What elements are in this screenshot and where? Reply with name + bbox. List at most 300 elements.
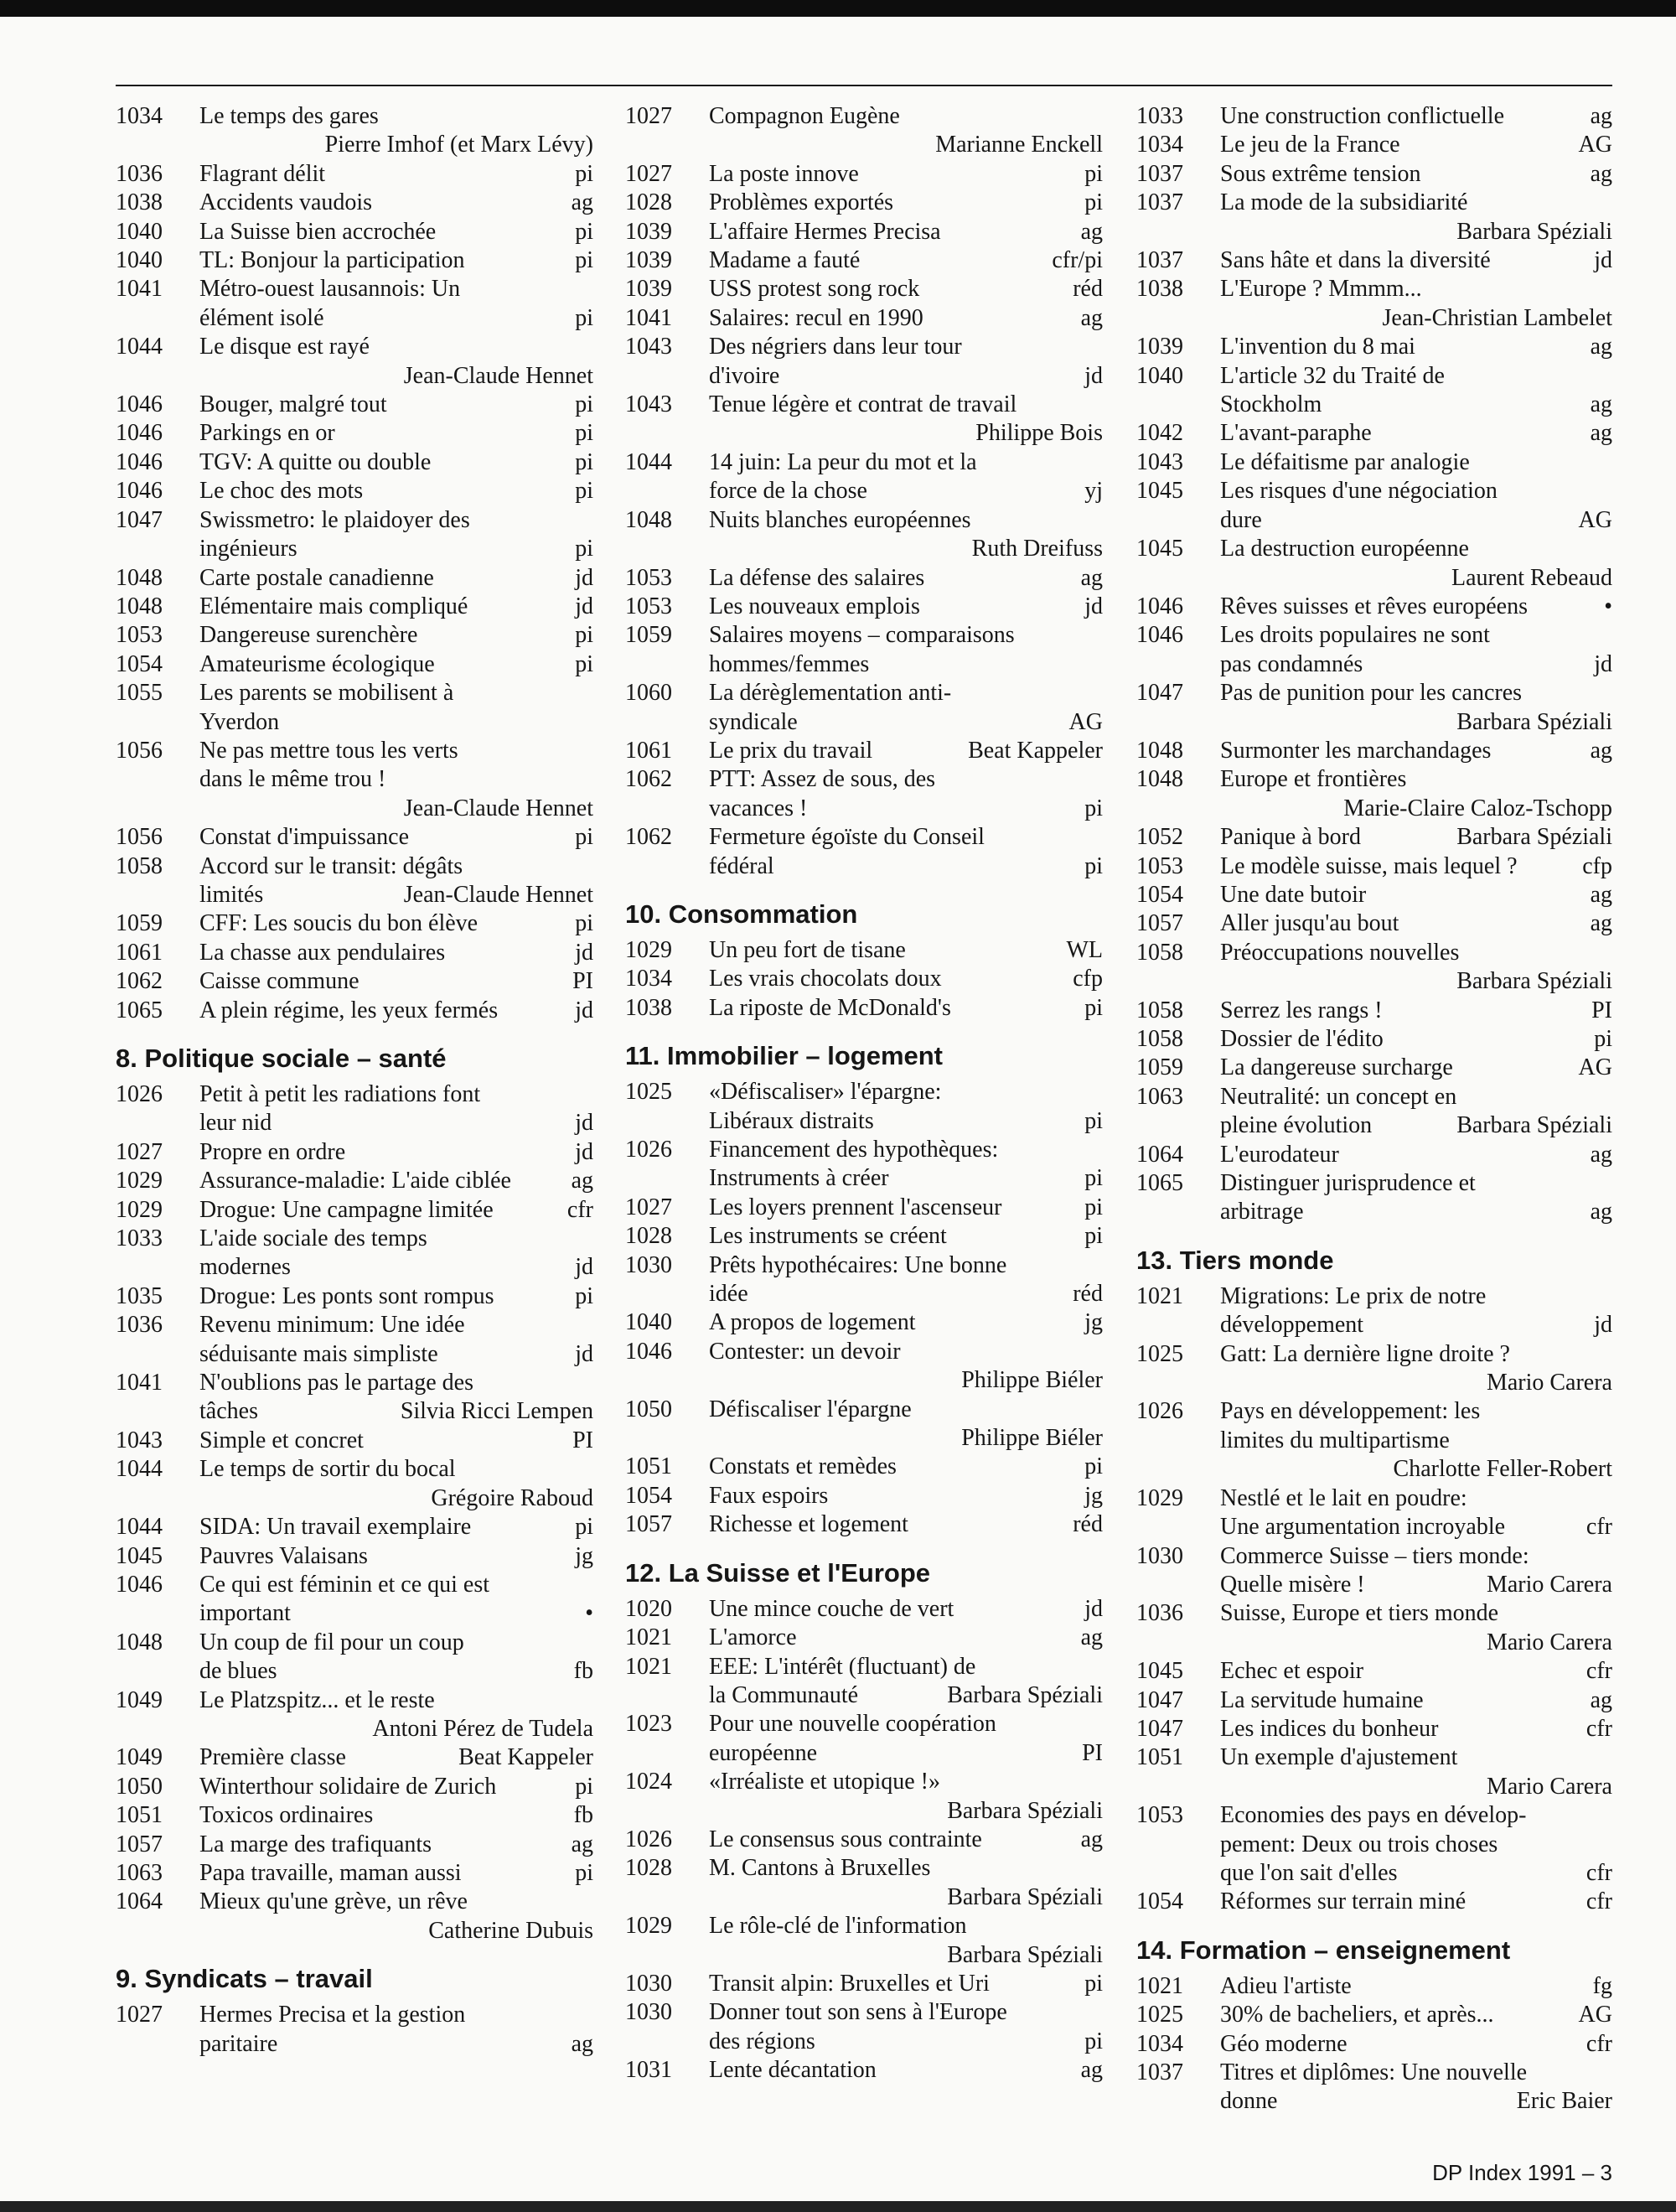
article-title: des régions: [709, 2028, 815, 2054]
issue-number: 1047: [1136, 1715, 1183, 1742]
issue-number: 1028: [625, 1855, 672, 1882]
entry-content: [1220, 1599, 1612, 1657]
entry-line: [1220, 1743, 1612, 1772]
entry-line: [1220, 275, 1612, 303]
index-entry: [625, 1912, 1103, 1970]
article-title: L'invention du 8 mai: [1220, 334, 1415, 360]
index-entry: [116, 1369, 593, 1427]
entry-line: [709, 246, 1103, 275]
entry-line: [1220, 1513, 1612, 1541]
entry-content: [709, 564, 1103, 593]
author-credit: réd: [1073, 1281, 1103, 1308]
entry-content: [199, 1542, 593, 1571]
index-entry: [1136, 939, 1612, 997]
author-credit: ag: [1080, 218, 1103, 245]
author-credit: pi: [575, 536, 593, 562]
author-credit: pi: [1084, 2028, 1103, 2054]
index-entry: [625, 1510, 1103, 1539]
article-title: pas condamnés: [1220, 650, 1363, 677]
index-entry: [116, 1629, 593, 1686]
article-title: Contester: un devoir: [709, 1338, 901, 1365]
entry-line: [199, 1455, 593, 1484]
article-title: modernes: [199, 1254, 291, 1281]
issue-number: 1034: [116, 103, 163, 129]
article-title: européenne: [709, 1739, 818, 1766]
entry-content: [709, 1194, 1103, 1222]
article-title: Adieu l'artiste: [1220, 1972, 1352, 1999]
entry-line: [709, 1136, 1103, 1164]
index-entry: [625, 160, 1103, 189]
author-credit: pi: [575, 247, 593, 274]
issue-number: 1063: [116, 1859, 163, 1886]
issue-number: 1034: [1136, 132, 1183, 158]
entry-line: [1220, 189, 1612, 217]
entry-content: [709, 765, 1103, 823]
issue-number: 1036: [116, 160, 163, 187]
issue-number: 1048: [116, 564, 163, 591]
issue-number: 1044: [625, 448, 672, 475]
index-entry: [625, 448, 1103, 506]
entry-line: [199, 477, 593, 505]
entry-line: [199, 246, 593, 275]
article-title: Simple et concret: [199, 1427, 364, 1453]
entry-content: [709, 1710, 1103, 1768]
section-heading: 13. Tiers monde: [1136, 1245, 1334, 1275]
entry-line: [1220, 419, 1612, 448]
entry-content: [199, 1080, 593, 1138]
entry-content: [199, 1282, 593, 1311]
article-title: Préoccupations nouvelles: [1220, 939, 1460, 966]
entry-line: [1220, 1571, 1612, 1599]
article-title: Prêts hypothécaires: Une bonne: [709, 1251, 1007, 1278]
author-credit: jd: [1594, 247, 1612, 274]
entry-content: [199, 333, 593, 391]
entry-content: [1220, 1972, 1612, 2001]
issue-number: 1028: [625, 1223, 672, 1250]
entry-line: [709, 1396, 1103, 1424]
author-byline: Mario Carera: [1486, 1629, 1612, 1655]
entry-content: [199, 2001, 593, 2059]
entry-line: [1220, 2001, 1612, 2029]
entry-content: [1220, 160, 1612, 189]
author-credit: ag: [1080, 564, 1103, 591]
entry-line: [199, 1773, 593, 1801]
entry-content: [709, 1222, 1103, 1251]
issue-number: 1043: [625, 391, 672, 418]
entry-line: [709, 1222, 1103, 1251]
entry-content: [709, 102, 1103, 160]
entry-content: [1220, 679, 1612, 737]
article-title: Faux espoirs: [709, 1482, 829, 1509]
index-entry: [1136, 852, 1612, 881]
index-entry: [625, 994, 1103, 1023]
author-credit: AG: [1578, 506, 1612, 533]
entry-content: [1220, 448, 1612, 477]
author-credit: cfp: [1073, 966, 1103, 992]
article-title: Toxicos ordinaires: [199, 1802, 374, 1829]
index-entry: [116, 506, 593, 564]
index-entry: [625, 936, 1103, 965]
entry-line: [199, 1888, 593, 1916]
entry-line: [199, 1340, 593, 1369]
author-credit: pi: [575, 448, 593, 475]
entry-content: [199, 1831, 593, 1859]
index-entry: [625, 1453, 1103, 1481]
article-title: Le Platzspitz... et le reste: [199, 1686, 435, 1713]
index-entry: [116, 852, 593, 910]
entry-line: [1220, 1657, 1612, 1686]
index-entry: [116, 160, 593, 189]
issue-number: 1041: [625, 304, 672, 331]
issue-number: 1040: [116, 218, 163, 245]
issue-number: 1021: [625, 1624, 672, 1651]
index-entry: [625, 965, 1103, 993]
author-credit: PI: [572, 1427, 593, 1453]
article-title: Fermeture égoïste du Conseil: [709, 824, 985, 851]
index-entry: [1136, 1686, 1612, 1715]
entry-line: [199, 1109, 593, 1137]
author-byline: Mario Carera: [1486, 1370, 1612, 1396]
entry-content: [199, 1773, 593, 1801]
article-title: important: [199, 1600, 291, 1627]
author-credit: jd: [575, 997, 593, 1023]
article-title: Europe et frontières: [1220, 766, 1407, 793]
index-entry: [116, 246, 593, 275]
entry-line: [199, 1138, 593, 1167]
entry-content: [199, 1743, 593, 1772]
article-title: Migrations: Le prix de notre: [1220, 1282, 1487, 1309]
entry-line: [709, 1595, 1103, 1624]
article-title: N'oublions pas le partage des: [199, 1370, 473, 1396]
author-credit: Barbara Spéziali: [1456, 824, 1612, 851]
entry-content: [199, 909, 593, 938]
article-title: Pauvres Valaisans: [199, 1542, 368, 1569]
author-credit: ag: [1590, 103, 1612, 129]
issue-number: 1045: [1136, 1658, 1183, 1685]
article-title: 30% de bacheliers, et après...: [1220, 2002, 1494, 2028]
entry-content: [1220, 1801, 1612, 1888]
article-title: Le temps de sortir du bocal: [199, 1456, 456, 1483]
article-title: Swissmetro: le plaidoyer des: [199, 506, 470, 533]
article-title: L'affaire Hermes Precisa: [709, 218, 941, 245]
index-entry: [1136, 362, 1612, 420]
index-entry: [116, 2001, 593, 2059]
entry-content: [1220, 102, 1612, 131]
entry-content: [709, 2056, 1103, 2085]
author-byline: Jean-Christian Lambelet: [1382, 304, 1612, 331]
index-entry: [1136, 189, 1612, 246]
issue-number: 1048: [1136, 766, 1183, 793]
article-title: Nuits blanches européennes: [709, 506, 971, 533]
article-title: Titres et diplômes: Une nouvelle: [1220, 2059, 1528, 2085]
article-title: Mieux qu'une grève, un rêve: [199, 1888, 468, 1915]
issue-number: 1046: [625, 1338, 672, 1365]
issue-number: 1044: [116, 1456, 163, 1483]
article-title: Amateurisme écologique: [199, 650, 435, 677]
index-entry: [116, 593, 593, 621]
author-credit: ag: [1590, 881, 1612, 908]
article-title: Instruments à créer: [709, 1165, 889, 1192]
entry-content: [199, 852, 593, 910]
entry-content: [199, 102, 593, 160]
issue-number: 1044: [116, 1514, 163, 1541]
article-title: la Communauté: [709, 1681, 859, 1708]
author-credit: ag: [571, 1168, 593, 1194]
entry-line: [709, 1970, 1103, 1998]
index-entry: [1136, 419, 1612, 448]
entry-line: [199, 1397, 593, 1426]
entry-line: [199, 1167, 593, 1195]
issue-number: 1025: [1136, 2002, 1183, 2028]
article-title: La mode de la subsidiarité: [1220, 189, 1468, 216]
entry-content: [1220, 1282, 1612, 1340]
author-byline: Catherine Dubuis: [428, 1917, 593, 1944]
entry-line: [709, 218, 1103, 246]
issue-number: 1051: [1136, 1744, 1183, 1771]
entry-content: [709, 275, 1103, 303]
author-credit: cfr: [1585, 1514, 1612, 1541]
article-title: Nestlé et le lait en poudre:: [1220, 1484, 1467, 1511]
article-title: Problèmes exportés: [709, 189, 894, 216]
author-credit: pi: [1084, 795, 1103, 821]
article-title: La riposte de McDonald's: [709, 994, 951, 1021]
index-entry: [1136, 1141, 1612, 1169]
article-title: Une mince couche de vert: [709, 1595, 954, 1622]
author-credit: cfr: [1585, 1888, 1612, 1915]
entry-content: [199, 967, 593, 996]
author-credit: Silvia Ricci Lempen: [400, 1398, 593, 1425]
issue-number: 1054: [1136, 1888, 1183, 1915]
issue-number: 1054: [116, 650, 163, 677]
entry-line: [199, 275, 593, 303]
entry-line: [709, 160, 1103, 189]
entry-content: [709, 1653, 1103, 1711]
entry-line: [199, 881, 593, 909]
entry-line: [199, 1599, 593, 1628]
article-title: Neutralité: un concept en: [1220, 1083, 1457, 1110]
index-entry: [116, 650, 593, 679]
entry-line: [199, 564, 593, 593]
issue-number: 1058: [116, 852, 163, 879]
article-title: Le jeu de la France: [1220, 132, 1400, 158]
entry-line: [1220, 506, 1612, 535]
issue-number: 1065: [1136, 1170, 1183, 1197]
entry-content: [1220, 1743, 1612, 1801]
article-title: Petit à petit les radiations font: [199, 1081, 481, 1107]
author-credit: jd: [1594, 1312, 1612, 1339]
author-byline: Laurent Rebeaud: [1451, 564, 1612, 591]
index-entry: [625, 1078, 1103, 1136]
index-entry: [625, 218, 1103, 246]
entry-content: [1220, 333, 1612, 361]
entry-line: [1220, 823, 1612, 852]
entry-line: [1220, 1282, 1612, 1311]
article-title: Donner tout son sens à l'Europe: [709, 1999, 1007, 2026]
entry-line: [709, 650, 1103, 679]
entry-line: [1220, 2087, 1612, 2116]
issue-number: 1033: [116, 1225, 163, 1252]
entry-content: [1220, 275, 1612, 333]
issue-number: 1053: [625, 593, 672, 619]
article-title: 14 juin: La peur du mot et la: [709, 448, 977, 475]
article-title: La dérèglementation anti-: [709, 680, 952, 707]
entry-content: [1220, 535, 1612, 593]
issue-number: 1027: [625, 1194, 672, 1220]
entry-content: [199, 939, 593, 967]
entry-line: [709, 1164, 1103, 1193]
author-credit: pi: [1594, 1026, 1612, 1052]
entry-line: [199, 160, 593, 189]
article-title: pement: Deux ou trois choses: [1220, 1831, 1498, 1857]
issue-number: 1047: [1136, 680, 1183, 707]
index-entry: [625, 737, 1103, 765]
entry-line: [199, 1513, 593, 1541]
article-title: développement: [1220, 1312, 1364, 1339]
entry-line: [1220, 1686, 1612, 1715]
article-title: L'aide sociale des temps: [199, 1225, 427, 1252]
entry-content: [1220, 621, 1612, 679]
entry-line: [709, 1681, 1103, 1710]
entry-content: [709, 965, 1103, 993]
index-entry: [625, 1308, 1103, 1337]
entry-content: [1220, 1715, 1612, 1743]
author-credit: ag: [1590, 334, 1612, 360]
author-credit: Barbara Spéziali: [947, 1681, 1103, 1708]
entry-content: [1220, 1054, 1612, 1082]
entry-line: [1220, 1025, 1612, 1054]
article-title: Une construction conflictuelle: [1220, 103, 1504, 129]
entry-line: [1220, 679, 1612, 707]
issue-number: 1040: [1136, 362, 1183, 389]
index-entry: [1136, 1599, 1612, 1657]
article-title: Le consensus sous contrainte: [709, 1826, 982, 1852]
entry-content: [199, 1859, 593, 1888]
entry-line: [1220, 593, 1612, 621]
entry-line: [709, 936, 1103, 965]
index-entry: [625, 1653, 1103, 1711]
index-entry: [116, 679, 593, 737]
index-column-3: [1136, 102, 1612, 2116]
author-byline: Pierre Imhof (et Marx Lévy): [324, 132, 593, 158]
author-byline: Mario Carera: [1486, 1773, 1612, 1800]
author-credit: pi: [1084, 852, 1103, 879]
article-title: paritaire: [199, 2030, 278, 2057]
entry-line: [709, 852, 1103, 881]
entry-line: [1220, 1972, 1612, 2001]
index-entry: [1136, 1715, 1612, 1743]
article-title: Le temps des gares: [199, 103, 379, 129]
entry-content: [709, 1970, 1103, 1998]
index-entry: [1136, 477, 1612, 535]
article-title: vacances !: [709, 795, 808, 821]
author-credit: jd: [575, 939, 593, 966]
entry-line: [1220, 881, 1612, 909]
index-entry: [1136, 881, 1612, 909]
article-title: Constat d'impuissance: [199, 824, 410, 851]
entry-line: [709, 564, 1103, 593]
article-title: Pays en développement: les: [1220, 1398, 1481, 1425]
author-credit: ag: [1590, 910, 1612, 937]
entry-content: [709, 1338, 1103, 1396]
entry-content: [709, 737, 1103, 765]
issue-number: 1029: [1136, 1484, 1183, 1511]
author-credit: pi: [575, 910, 593, 937]
article-title: L'amorce: [709, 1624, 797, 1651]
issue-number: 1057: [1136, 910, 1183, 937]
entry-content: [709, 1854, 1103, 1912]
entry-content: [1220, 189, 1612, 246]
entry-line: [1220, 939, 1612, 967]
index-entry: [1136, 1657, 1612, 1686]
entry-line: [199, 1369, 593, 1397]
index-entry: [625, 1222, 1103, 1251]
entry-line: [199, 823, 593, 852]
entry-content: [199, 1888, 593, 1945]
index-entry: [116, 1080, 593, 1138]
article-title: Le rôle-clé de l'information: [709, 1913, 967, 1940]
entry-content: [1220, 1686, 1612, 1715]
issue-number: 1046: [116, 1571, 163, 1598]
index-entry: [116, 939, 593, 967]
issue-number: 1020: [625, 1595, 672, 1622]
entry-line: [199, 1253, 593, 1282]
article-title: Une argumentation incroyable: [1220, 1514, 1506, 1541]
author-byline: Philippe Biéler: [961, 1425, 1103, 1452]
issue-number: 1039: [1136, 334, 1183, 360]
article-title: Financement des hypothèques:: [709, 1137, 999, 1163]
entry-content: [199, 391, 593, 419]
article-title: Réformes sur terrain miné: [1220, 1888, 1466, 1915]
index-entry: [625, 2056, 1103, 2085]
author-credit: ag: [571, 1831, 593, 1857]
index-entry: [116, 1686, 593, 1744]
entry-line: [199, 333, 593, 361]
author-credit: AG: [1578, 132, 1612, 158]
index-entry: [116, 1743, 593, 1772]
entry-line: [1220, 650, 1612, 679]
article-title: Dossier de l'édito: [1220, 1026, 1384, 1052]
entry-line: [1220, 1542, 1612, 1571]
article-title: ingénieurs: [199, 536, 297, 562]
index-entry: [1136, 448, 1612, 477]
issue-number: 1044: [116, 334, 163, 360]
entry-content: [199, 823, 593, 852]
entry-content: [709, 391, 1103, 448]
index-entry: [1136, 535, 1612, 593]
entry-line: [709, 304, 1103, 333]
entry-content: [1220, 823, 1612, 852]
issue-number: 1030: [625, 1251, 672, 1278]
entry-line: [199, 1196, 593, 1225]
index-entry: [116, 1888, 593, 1945]
entry-line: [709, 593, 1103, 621]
issue-number: 1021: [625, 1653, 672, 1680]
index-entry: [1136, 1025, 1612, 1054]
article-title: Constats et remèdes: [709, 1453, 897, 1480]
author-credit: ag: [1080, 1624, 1103, 1651]
entry-line: [199, 1311, 593, 1339]
index-entry: [625, 1970, 1103, 1998]
author-byline: Marie-Claire Caloz-Tschopp: [1343, 795, 1612, 821]
article-title: Le disque est rayé: [199, 334, 370, 360]
index-entry: [116, 1196, 593, 1225]
entry-line: [1220, 477, 1612, 505]
entry-line: [709, 795, 1103, 823]
article-title: Echec et espoir: [1220, 1658, 1364, 1685]
issue-number: 1040: [116, 247, 163, 274]
author-credit: ag: [571, 189, 593, 216]
issue-number: 1053: [1136, 852, 1183, 879]
